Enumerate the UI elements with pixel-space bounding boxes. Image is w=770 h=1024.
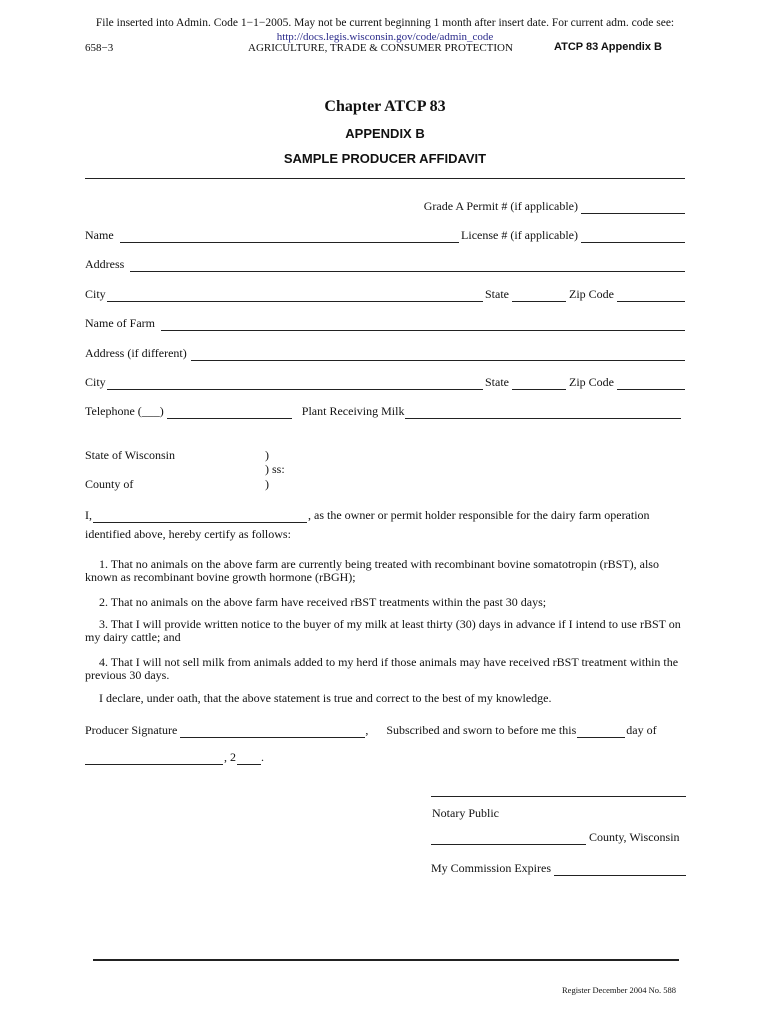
state-field[interactable] (512, 290, 566, 302)
section-tag: ATCP 83 Appendix B (554, 41, 662, 53)
notary-county-row (431, 829, 686, 845)
plant-label: Plant Receiving Milk (301, 404, 405, 418)
venue-state: State of Wisconsin (85, 448, 175, 462)
register-footer: Register December 2004 No. 588 (562, 985, 677, 995)
venue-paren-open: ) (265, 448, 269, 462)
telephone-label: Telephone (___) (85, 404, 164, 418)
grade-a-permit-field[interactable] (581, 202, 685, 214)
plant-field[interactable] (405, 407, 681, 419)
commission-row (431, 860, 686, 876)
address-different-field[interactable] (191, 349, 685, 361)
admin-code-link[interactable]: http://docs.legis.wisconsin.gov/code/admin_code (276, 31, 494, 43)
city-label-2: City (85, 375, 106, 389)
certification-item-1: 1. That no animals on the above farm are currently being treated with recombinant bovine somatotropin (rBST), also known as recombinant bovine growth hormone (rBGH); (85, 557, 659, 584)
license-field[interactable] (581, 231, 685, 243)
state-label: State (485, 287, 509, 301)
page-number: 658−3 (85, 42, 114, 54)
city-label: City (85, 287, 106, 301)
notary-county-field[interactable] (431, 833, 586, 845)
city-field-2[interactable] (107, 378, 483, 390)
address-row (85, 256, 685, 272)
certify-prefix: I, (85, 508, 92, 522)
certify-line-2: identified above, hereby certify as follows: (85, 527, 291, 541)
venue-paren-close: ) (265, 477, 269, 491)
date-row (85, 749, 285, 765)
notary-county-label: County, Wisconsin (589, 830, 680, 844)
declaration: I declare, under oath, that the above statement is true and correct to the best of my knowledge. (99, 691, 552, 705)
zip-field-2[interactable] (617, 378, 685, 390)
venue-ss: ) ss: (265, 462, 285, 476)
address-label: Address (85, 257, 125, 271)
certify-suffix: , as the owner or permit holder responsible for the dairy farm operation (308, 508, 650, 522)
address-different-label: Address (if different) (85, 346, 187, 360)
subscribed-label: Subscribed and sworn to before me this (386, 723, 577, 737)
address-field[interactable] (130, 260, 685, 272)
commission-label: My Commission Expires (431, 861, 552, 875)
farm-name-row (85, 315, 685, 331)
state-label-2: State (485, 375, 509, 389)
running-head: AGRICULTURE, TRADE & CONSUMER PROTECTION (248, 42, 513, 54)
certification-item-2: 2. That no animals on the above farm have received rBST treatments within the past 30 days; (99, 595, 547, 609)
commission-field[interactable] (554, 864, 686, 876)
city-field[interactable] (107, 290, 483, 302)
title-divider (85, 178, 685, 179)
name-label: Name (85, 228, 114, 242)
zip-label: Zip Code (569, 287, 614, 301)
telephone-row (85, 403, 681, 419)
address-different-row (85, 345, 685, 361)
notary-public-label: Notary Public (432, 806, 499, 820)
grade-a-permit-label: Grade A Permit # (if applicable) (423, 199, 578, 213)
name-field[interactable] (120, 231, 459, 243)
year-suffix: . (261, 750, 264, 764)
day-of-label: day of (626, 723, 657, 737)
name-row (85, 227, 685, 243)
footer-divider (93, 959, 679, 961)
affiant-name-field[interactable] (93, 511, 307, 523)
telephone-field[interactable] (167, 407, 292, 419)
zip-field[interactable] (617, 290, 685, 302)
producer-signature-label: Producer Signature (85, 723, 178, 737)
zip-label-2: Zip Code (569, 375, 614, 389)
signature-comma: , (365, 723, 369, 737)
city-row-2 (85, 374, 685, 390)
chapter-title: Chapter ATCP 83 (324, 98, 446, 115)
producer-signature-field[interactable] (180, 726, 365, 738)
grade-a-permit-row (85, 198, 685, 214)
city-row (85, 286, 685, 302)
sworn-year-field[interactable] (237, 753, 261, 765)
sworn-day-field[interactable] (577, 726, 625, 738)
appendix-title: APPENDIX B (345, 126, 425, 141)
venue-county: County of (85, 477, 134, 491)
sworn-month-field[interactable] (85, 753, 223, 765)
certification-item-3: 3. That I will provide written notice to the buyer of my milk at least thirty (30) days in advance if I intend to use rBST on my dairy cattle; and (85, 617, 681, 644)
notary-signature-line[interactable] (431, 796, 686, 797)
file-insert-notice: File inserted into Admin. Code 1−1−2005. May not be current beginning 1 month after insert date. For current adm. code see: (95, 17, 675, 29)
certify-row (85, 507, 685, 523)
form-title: SAMPLE PRODUCER AFFIDAVIT (283, 151, 487, 166)
license-label: License # (if applicable) (461, 228, 578, 242)
state-field-2[interactable] (512, 378, 566, 390)
year-prefix: , 2 (224, 750, 236, 764)
signature-row (85, 722, 685, 738)
farm-name-field[interactable] (161, 319, 685, 331)
certification-item-4: 4. That I will not sell milk from animals added to my herd if those animals may have received rBST treatment within the previous 30 days. (85, 655, 679, 682)
farm-name-label: Name of Farm (85, 316, 155, 330)
